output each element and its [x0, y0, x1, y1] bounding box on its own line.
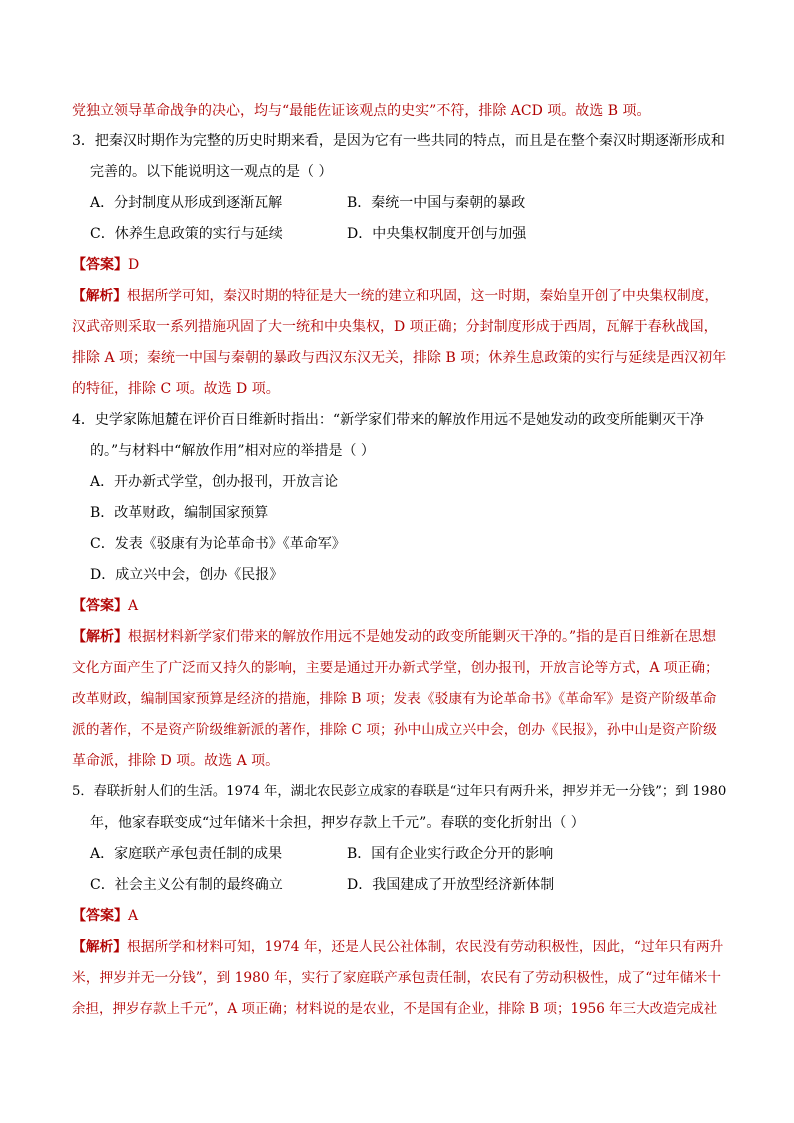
answer-tag: 【答案】 — [72, 257, 128, 273]
q5-analysis-line-1 — [72, 937, 726, 957]
q4-analysis-line-4: 派的著作，不是资产阶级维新派的著作，排除 C 项；孙中山成立兴中会，创办《民报》，孙中山是资产阶级 — [72, 722, 717, 738]
q5-analysis-line-3: 余担，押岁存款上千元”，A 项正确；材料说的是农业，不是国有企业，排除 B 项；1956 年三大改造完成社 — [72, 1001, 718, 1017]
previous-analysis-continuation: 党独立领导革命战争的决心，均与“最能佐证该观点的史实”不符，排除 ACD 项。故选 B 项。 — [72, 103, 651, 119]
answer-value: A — [128, 598, 139, 614]
q3-analysis-line-4: 的特征，排除 C 项。故选 D 项。 — [72, 381, 280, 397]
q4-analysis-line-2: 文化方面产生了广泛而又持久的影响，主要是通过开办新式学堂，创办报刊，开放言论等方式，A 项正确； — [72, 660, 719, 676]
q3-option-d: D．中央集权制度开创与加强 — [347, 226, 527, 242]
q4-stem-line-2: 的。”与材料中“解放作用”相对应的举措是（ ） — [90, 443, 375, 459]
q5-stem-line-1: 5．春联折射人们的生活。1974 年，湖北农民彭立成家的春联是“过年只有两升米，押岁并无一分钱”；到 1980 — [72, 784, 727, 799]
analysis-text: 根据所学可知，秦汉时期的特征是大一统的建立和巩固，这一时期，秦始皇开创了中央集权制度， — [127, 288, 719, 304]
q3-option-b: B．秦统一中国与秦朝的暴政 — [347, 195, 526, 211]
analysis-tag: 【解析】 — [72, 629, 128, 645]
q3-answer — [72, 255, 726, 275]
q4-option-d: D．成立兴中会，创办《民报》 — [90, 567, 284, 583]
q5-analysis-line-2: 米，押岁并无一分钱”，到 1980 年，实行了家庭联产承包责任制，农民有了劳动积极性，成了“过年储米十 — [72, 970, 722, 986]
q3-option-a: A．分封制度从形成到逐渐瓦解 — [90, 195, 283, 211]
analysis-text: 根据所学和材料可知，1974 年，还是人民公社体制，农民没有劳动积极性，因此，“过年只有两升 — [127, 939, 724, 955]
q4-stem-line-1: 4．史学家陈旭麓在评价百日维新时指出：“新学家们带来的解放作用远不是她发动的政变所能剿灭干净 — [72, 412, 705, 428]
analysis-tag: 【解析】 — [72, 288, 128, 304]
answer-value: D — [128, 257, 140, 273]
analysis-tag: 【解析】 — [72, 939, 128, 955]
answer-tag: 【答案】 — [72, 598, 128, 614]
q5-stem-line-2: 年，他家春联变成“过年储米十余担，押岁存款上千元”。春联的变化折射出（ ） — [90, 815, 585, 831]
q5-option-c: C．社会主义公有制的最终确立 — [90, 877, 283, 893]
q5-option-d: D．我国建成了开放型经济新体制 — [347, 877, 555, 893]
q3-stem-line-1: 3．把秦汉时期作为完整的历史时期来看，是因为它有一些共同的特点，而且是在整个秦汉时期逐渐形成和 — [72, 133, 725, 149]
analysis-text: 根据材料新学家们带来的解放作用远不是她发动的政变所能剿灭干净的。”指的是百日维新在思想 — [128, 629, 717, 645]
q3-analysis-line-3: 排除 A 项；秦统一中国与秦朝的暴政与西汉东汉无关，排除 B 项；休养生息政策的实行与延续是西汉初年 — [72, 350, 727, 366]
answer-tag: 【答案】 — [72, 908, 128, 924]
q4-analysis-line-5: 革命派，排除 D 项。故选 A 项。 — [72, 753, 280, 769]
q5-option-a: A．家庭联产承包责任制的成果 — [90, 846, 283, 862]
q4-analysis-line-1 — [72, 627, 726, 647]
q4-option-a: A．开办新式学堂，创办报刊，开放言论 — [90, 474, 339, 490]
q4-analysis-line-3: 改革财政，编制国家预算是经济的措施，排除 B 项；发表《驳康有为论革命书》《革命军》是资产阶级革命 — [72, 691, 717, 707]
q5-answer — [72, 906, 726, 926]
q3-option-c: C．休养生息政策的实行与延续 — [90, 226, 283, 242]
q3-analysis-line-2: 汉武帝则采取一系列措施巩固了大一统和中央集权，D 项正确；分封制度形成于西周，瓦解于春秋战国， — [72, 319, 718, 335]
answer-value: A — [128, 908, 139, 924]
q3-analysis-line-1 — [72, 286, 726, 306]
q4-answer — [72, 596, 726, 616]
q4-option-b: B．改革财政，编制国家预算 — [90, 505, 269, 521]
q4-option-c: C．发表《驳康有为论革命书》《革命军》 — [90, 536, 346, 552]
q5-option-b: B．国有企业实行政企分开的影响 — [347, 846, 554, 862]
q3-stem-line-2: 完善的。以下能说明这一观点的是（ ） — [90, 164, 333, 180]
